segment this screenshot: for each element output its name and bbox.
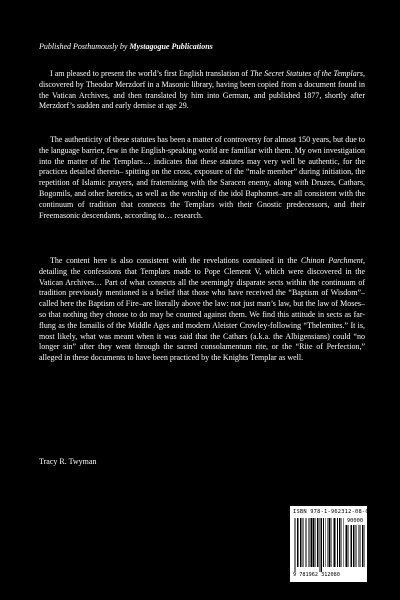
barcode-bar: [337, 518, 338, 567]
book-title: The Secret Statutes of the Templars: [250, 69, 363, 78]
barcode-bar: [303, 518, 304, 567]
barcode-bar: [319, 518, 320, 572]
barcode-bar: [320, 518, 321, 572]
intro-text-end: , discovered by Theodor Merzdorf in a Masonic library, having been copied from a document found in the Vatican Archives, and then translated by him into German, and published 1877, shortly after Merzdorf’s sudden and early demise at age 29.: [39, 69, 365, 111]
barcode-bar: [313, 518, 315, 567]
barcode-bar: [308, 518, 309, 567]
barcode-bar: [297, 518, 298, 567]
intro-text-start: I am pleased to present the world’s first English translation of: [50, 69, 251, 78]
barcode-bar: [359, 525, 360, 567]
barcode-bar: [299, 518, 300, 567]
barcode-bar: [300, 518, 301, 567]
barcode-bar: [321, 518, 322, 572]
barcode-bar: [351, 525, 352, 567]
barcode-bar: [346, 525, 347, 567]
barcode-bar: [294, 518, 295, 572]
intro-paragraph: [39, 69, 365, 112]
barcode-bar: [310, 518, 311, 567]
barcode-bar: [302, 518, 303, 567]
ean-barcode-bars: [294, 518, 344, 572]
chinon-text-start: The content here is also consistent with the revelations contained in the: [50, 256, 301, 265]
chinon-title: Chinon Parchment: [300, 256, 363, 265]
publisher-name: Mystagogue Publications: [129, 42, 213, 51]
author-signature: Tracy R. Twyman: [39, 457, 97, 466]
barcode-bar: [350, 525, 351, 567]
barcode-bar: [362, 525, 363, 567]
barcode-bar: [355, 525, 356, 567]
barcode-bar: [339, 518, 341, 567]
authenticity-paragraph: The authenticity of these statutes has been a matter of controversy for almost 150 years, but due to the language barrier, few in the English-speaking world are familiar with them. My own investigation into the matter of the Templars… indicates that these statutes may very well be authentic, for the practices detailed therein– spitting on the cross, exposure of the “male member” during initiation, the repetition of Islamic prayers, and fraternizing with the Saracen enemy, along with Druzes, Cathars, Bogomils, and other heretics, as well as the worship of the idol Baphomet–are all consistent with the continuum of tradition that connects the Templars with their Gnostic predecessors, and their Freemasonic descendants, according to… research.: [39, 135, 366, 220]
barcode-bar: [328, 518, 329, 567]
publisher-line: [39, 41, 369, 52]
barcode-bar: [317, 518, 319, 567]
barcode-bar: [329, 518, 331, 567]
barcode-bar: [353, 525, 355, 567]
barcode-bar: [343, 518, 344, 567]
isbn-label: ISBN 978-1-962312-08-0: [293, 509, 369, 515]
addon-barcode-bars: [345, 525, 365, 572]
barcode-bar: [325, 518, 326, 567]
barcode-bar: [334, 518, 336, 567]
barcode-bar: [333, 518, 334, 567]
barcode-bar: [295, 518, 296, 572]
addon-number: 90000: [346, 518, 364, 524]
barcode-bar: [306, 518, 307, 567]
barcode-bar: [323, 518, 324, 567]
barcode-bar: [345, 525, 346, 567]
barcode: [290, 506, 367, 582]
barcode-bar: [357, 525, 358, 567]
barcode-bar: [364, 525, 365, 567]
barcode-bar: [348, 525, 349, 567]
barcode-bar: [341, 518, 342, 567]
chinon-text-end: , detailing the confessions that Templars made to Pope Clement V, which were discovered in the Vatican Archives… Part of what connects all the seemingly disparate sects within the continuum of tradition previously mentioned is a belief that those who have received the “Baptism of Wisdom”–called here the Baptism of Fire–are literally above the law: not just man’s law, but the law of Moses–so that nothing they choose to do may be counted against them. We find this attitude in sects as far-flung as the Ismailis of the Middle Ages and modern Aleister Crowley-following “Thelemites.” It is, most likely, what was meant when it was said that the Cathars (a.k.a. the Albigensians) could “no longer sin” after they went through the sacred consolamentum rite, or the “Rite of Perfection,” alleged in these documents to have been practiced by the Knights Templar as well.: [39, 256, 365, 363]
chinon-paragraph: [39, 256, 365, 364]
barcode-bar: [316, 518, 317, 567]
publisher-prefix: Published Posthumously by: [39, 42, 128, 51]
barcode-bar: [360, 525, 361, 567]
barcode-bar: [311, 518, 313, 567]
barcode-bar: [332, 518, 333, 567]
ean-digits: 9 781962 312080: [293, 572, 340, 578]
